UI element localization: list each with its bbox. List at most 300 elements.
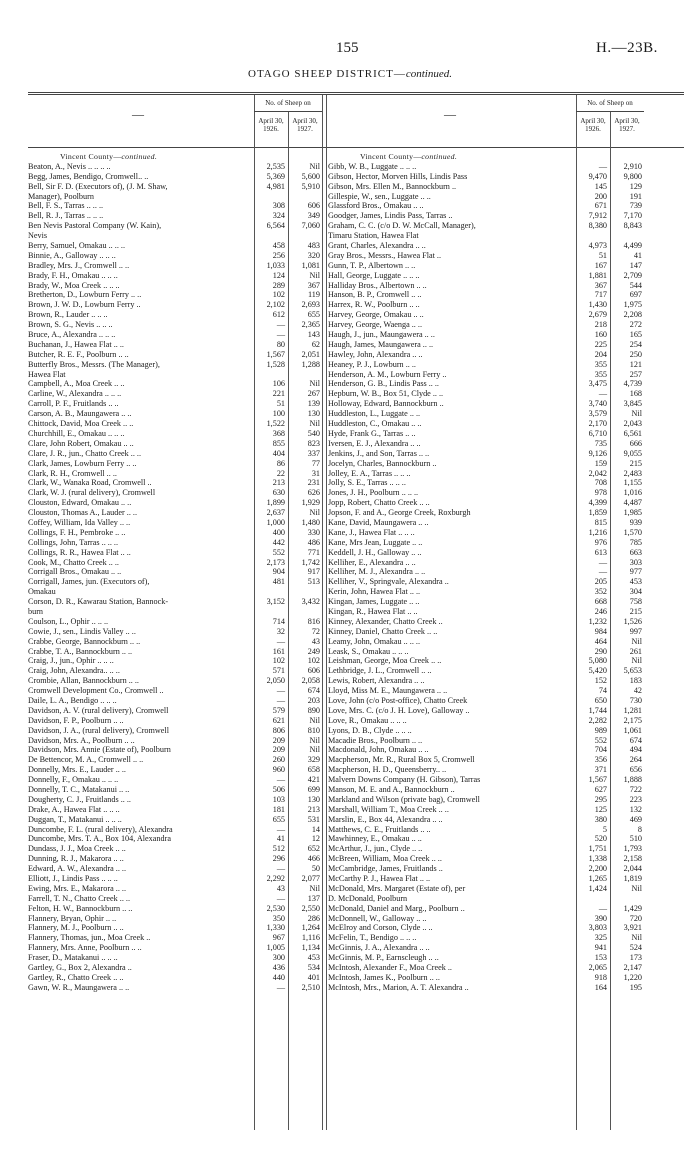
sheep-1927: 510	[629, 834, 642, 844]
sheep-1927: 1,793	[623, 844, 642, 854]
table-row	[28, 469, 322, 479]
holder-name: Lethbridge, J. L., Cromwell .. ..	[328, 666, 432, 676]
sheep-1927: 213	[307, 804, 320, 814]
table-row	[328, 271, 644, 281]
table-row	[328, 785, 644, 795]
table-row	[28, 666, 322, 676]
sheep-1927: 132	[629, 804, 642, 814]
sheep-1927: 534	[307, 963, 320, 973]
sheep-1927: 401	[307, 972, 320, 982]
section-heading	[28, 152, 322, 162]
sheep-1926: 22	[276, 468, 285, 478]
holder-name: Kelliher, V., Springvale, Alexandra ..	[328, 577, 449, 587]
table-row	[28, 656, 322, 666]
sheep-1927: 130	[307, 409, 320, 419]
table-row	[28, 221, 322, 231]
holder-name: Davidson, Mrs. A., Poolburn .. ..	[28, 735, 135, 745]
sheep-1927: Nil	[631, 883, 642, 893]
holder-name: Hepburn, W. B., Box 51, Clyde .. ..	[328, 389, 444, 399]
table-row	[328, 281, 644, 291]
table-row	[28, 360, 322, 370]
table-row	[28, 182, 322, 192]
sheep-1927: Nil	[309, 270, 320, 280]
sheep-1926: 74	[598, 686, 607, 696]
holder-name: Dougherty, C. J., Fruitlands .. ..	[28, 794, 131, 804]
holder-name: Fraser, D., Matakanui .. .. ..	[28, 953, 118, 963]
sheep-1926: 1,216	[588, 527, 607, 537]
table-row	[28, 894, 322, 904]
sheep-1926: 5	[602, 824, 607, 834]
sheep-1926: 2,050	[266, 676, 285, 686]
sheep-1926: 621	[272, 715, 285, 725]
table-row	[28, 953, 322, 963]
holder-name: Gray Bros., Messrs., Hawea Flat ..	[328, 250, 442, 260]
sheep-1926: 51	[276, 399, 285, 409]
holder-name: Marshall, William T., Moa Creek .. ..	[328, 804, 449, 814]
table-row	[28, 389, 322, 399]
sheep-1926: 552	[594, 735, 607, 745]
col-1926-header: April 30, 1926.	[258, 117, 284, 133]
table-row	[328, 538, 644, 548]
sheep-1926: 1,265	[588, 874, 607, 884]
sheep-1926: 2,679	[588, 310, 607, 320]
table-row	[328, 755, 644, 765]
holder-name: Ben Nevis Pastoral Company (W. Kain),	[28, 221, 162, 231]
holder-name: Clark, W., Wanaka Road, Cromwell ..	[28, 478, 152, 488]
holder-name: Holloway, Edward, Bannockburn ..	[328, 399, 444, 409]
sheep-1926: 2,535	[266, 161, 285, 171]
sheep-1926: 295	[594, 794, 607, 804]
holder-name: Clare, J. R., jun., Chatto Creek .. ..	[28, 448, 142, 458]
holder-name: Kelliher, M. J., Alexandra .. ..	[328, 567, 426, 577]
sheep-1927: 544	[629, 280, 642, 290]
table-row	[28, 597, 322, 607]
right-column	[328, 152, 644, 993]
sheep-1926: 221	[272, 389, 285, 399]
table-row	[28, 340, 322, 350]
sheep-1927: 165	[629, 330, 642, 340]
table-row	[28, 805, 322, 815]
sheep-1927: 785	[629, 537, 642, 547]
holder-name: Omakau	[28, 587, 56, 597]
sheep-1927: 2,147	[623, 963, 642, 973]
sheep-1926: 904	[272, 567, 285, 577]
sheep-1926: 440	[272, 972, 285, 982]
sheep-1926: 2,200	[588, 864, 607, 874]
document-code: H.—23B.	[596, 40, 658, 56]
table-row	[328, 706, 644, 716]
table-row	[328, 943, 644, 953]
table-row	[328, 914, 644, 924]
table-row	[28, 963, 322, 973]
holder-name: burn	[28, 606, 44, 616]
title-main: OTAGO SHEEP DISTRICT—	[248, 68, 406, 80]
table-row	[28, 251, 322, 261]
table-row	[28, 558, 322, 568]
table-row	[328, 647, 644, 657]
holder-name: Clark, R. H., Cromwell .. ..	[28, 468, 117, 478]
sheep-1927: 1,288	[301, 359, 320, 369]
sheep-1926: 989	[594, 725, 607, 735]
holder-name: Haugh, J., jun., Maungawera .. ..	[328, 330, 435, 340]
table-row	[328, 617, 644, 627]
holder-name: Clouston, Edward, Omakau .. ..	[28, 498, 132, 508]
sheep-1927: 3,921	[623, 923, 642, 933]
sheep-1926: 100	[272, 409, 285, 419]
sheep-1927: 303	[629, 557, 642, 567]
holder-name: Haugh, James, Maungawera .. ..	[328, 339, 434, 349]
sheep-1927: 183	[629, 676, 642, 686]
column-rule	[322, 95, 323, 1130]
holder-name: McIntosh, Alexander F., Moa Creek ..	[328, 963, 452, 973]
sheep-1926: —	[598, 389, 607, 399]
holder-name: McGinnis, M. P., Earnscleugh .. ..	[328, 953, 439, 963]
sheep-1927: 823	[307, 438, 320, 448]
holder-name: Lewis, Robert, Alexandra .. ..	[328, 676, 425, 686]
sheep-1926: 1,859	[588, 508, 607, 518]
sheep-1926: 6,710	[588, 428, 607, 438]
table-row	[28, 320, 322, 330]
table-row	[28, 271, 322, 281]
sheep-1927: 329	[307, 755, 320, 765]
holder-name: Gunn, T. P., Albertown .. ..	[328, 260, 416, 270]
sheep-1926: 552	[272, 547, 285, 557]
table-row	[28, 231, 322, 241]
table-row	[328, 844, 644, 854]
sheep-1926: 1,424	[588, 883, 607, 893]
sheep-1927: 890	[307, 705, 320, 715]
sheep-1927: 320	[307, 250, 320, 260]
holder-name: Jopp, Robert, Chatto Creek .. ..	[328, 498, 430, 508]
table-row	[328, 973, 644, 983]
holder-name: Bell, Sir F. D. (Executors of), (J. M. Shaw,	[28, 181, 168, 191]
sheep-1927: 2,043	[623, 419, 642, 429]
sheep-1926: 4,981	[266, 181, 285, 191]
table-row	[28, 686, 322, 696]
sheep-1926: 4,399	[588, 498, 607, 508]
sheep-1926: 355	[594, 359, 607, 369]
sheep-1926: 506	[272, 785, 285, 794]
table-row	[328, 627, 644, 637]
sheep-1926: 3,475	[588, 379, 607, 389]
holder-name: Iversen, E. J., Alexandra .. ..	[328, 438, 421, 448]
sheep-1927: 2,709	[623, 270, 642, 280]
sheep-1927: 674	[307, 686, 320, 696]
sheep-1927: 62	[311, 339, 320, 349]
sheep-1927: Nil	[309, 735, 320, 745]
sheep-1926: —	[276, 864, 285, 874]
sheep-1926: —	[276, 775, 285, 785]
holder-name: Corson, D. R., Kawarau Station, Bannock-	[28, 597, 169, 607]
table-row	[28, 370, 322, 380]
sheep-1927: 655	[307, 310, 320, 320]
holder-name: Hawley, John, Alexandra .. ..	[328, 349, 423, 359]
holder-name: Glassford Bros., Omakau .. ..	[328, 201, 424, 211]
sheep-1926: 2,102	[266, 300, 285, 310]
sheep-1927: 4,487	[623, 498, 642, 508]
table-row	[28, 241, 322, 251]
sheep-1926: 225	[594, 339, 607, 349]
sheep-1926: 209	[272, 745, 285, 755]
sheep-1927: 349	[307, 211, 320, 221]
holder-name: Gibson, Mrs. Ellen M., Bannockburn ..	[328, 181, 457, 191]
table-row	[28, 765, 322, 775]
holder-name: Kingan, R., Hawea Flat .. ..	[328, 606, 418, 616]
sheep-1926: 246	[594, 606, 607, 616]
sheep-1927: 722	[629, 785, 642, 794]
holder-name: Craig, John, Alexandra.. .. ..	[28, 666, 120, 676]
sheep-1926: 2,065	[588, 963, 607, 973]
sheep-1927: 1,061	[623, 725, 642, 735]
sheep-1927: 121	[629, 359, 642, 369]
holder-name: Collings, R. R., Hawea Flat .. ..	[28, 547, 131, 557]
sheep-1926: 1,881	[588, 270, 607, 280]
col-1927-header: April 30, 1927.	[292, 117, 318, 133]
section-title: Vincent County—	[60, 152, 122, 161]
sheep-1926: 442	[272, 537, 285, 547]
sheep-1926: 3,152	[266, 597, 285, 607]
table-row	[28, 281, 322, 291]
holder-name: McGinnis, J. A., Alexandra .. ..	[328, 943, 430, 953]
table-row	[28, 775, 322, 785]
sheep-1927: 469	[629, 814, 642, 824]
sheep-1926: 325	[594, 933, 607, 943]
sheep-1926: 41	[276, 834, 285, 844]
holder-name: Butterfly Bros., Messrs. (The Manager),	[28, 359, 160, 369]
sheep-1926: 125	[594, 804, 607, 814]
sheep-1927: 9,055	[623, 448, 642, 458]
sheep-1927: 494	[629, 745, 642, 755]
sheep-1926: 512	[272, 844, 285, 854]
holder-name: Gibson, Hector, Morven Hills, Lindis Pass	[328, 171, 468, 181]
sheep-1927: 486	[307, 537, 320, 547]
sheep-1927: 215	[629, 606, 642, 616]
holder-name: Henderson, G. B., Lindis Pass .. ..	[328, 379, 439, 389]
sheep-1927: 720	[629, 913, 642, 923]
table-row	[28, 211, 322, 221]
sheep-1926: 43	[276, 883, 285, 893]
sheep-1926: 1,567	[266, 349, 285, 359]
sheep-1927: 4,499	[623, 241, 642, 251]
sheep-1926: —	[598, 567, 607, 577]
sheep-1926: 579	[272, 705, 285, 715]
table-row	[28, 439, 322, 449]
holder-name: McCarthy P. J., Hawea Flat .. ..	[328, 874, 431, 884]
sheep-1926: 708	[594, 478, 607, 488]
table-row	[328, 884, 644, 894]
sheep-1927: 257	[629, 369, 642, 379]
sheep-1927: 9,800	[623, 171, 642, 181]
sheep-1927: 130	[307, 794, 320, 804]
holder-name: Jolly, S. E., Tarras .. .. ..	[328, 478, 406, 488]
table-row	[328, 518, 644, 528]
sheep-1926: 978	[594, 488, 607, 498]
table-row	[28, 844, 322, 854]
sheep-1926: 2,530	[266, 903, 285, 913]
page-number: 155	[336, 40, 359, 56]
holder-name: Jenkins, J., and Son, Tarras .. ..	[328, 448, 430, 458]
sheep-1927: 8,843	[623, 221, 642, 231]
table-row	[28, 706, 322, 716]
sheep-1927: 697	[629, 290, 642, 300]
sheep-1927: Nil	[309, 379, 320, 389]
sheep-1926: 164	[594, 982, 607, 992]
table-row	[28, 933, 322, 943]
sheep-1926: 613	[594, 547, 607, 557]
holder-name: Dunning, R. J., Makarora .. ..	[28, 854, 124, 864]
holder-name: Jones, J. H., Poolburn .. .. ..	[328, 488, 419, 498]
sheep-1927: 286	[307, 913, 320, 923]
sheep-1927: 77	[311, 458, 320, 468]
sheep-1926: 1,033	[266, 260, 285, 270]
holder-name: Duncombe, Mrs. T. A., Box 104, Alexandra	[28, 834, 171, 844]
holder-name: Huddleston, C., Omakau .. ..	[328, 419, 422, 429]
sheep-1927: Nil	[309, 508, 320, 518]
table-row	[328, 449, 644, 459]
table-row	[28, 627, 322, 637]
table-row	[328, 577, 644, 587]
sheep-1927: 173	[629, 953, 642, 963]
holder-name: Davidson, J. A., (rural delivery), Cromwell	[28, 725, 169, 735]
sheep-1926: 464	[594, 636, 607, 646]
column-rule	[326, 95, 327, 1130]
sheep-1927: 531	[307, 814, 320, 824]
table-row	[328, 983, 644, 993]
holder-name: McIntosh, James K., Poolburn .. ..	[328, 972, 440, 982]
sheep-1927: 540	[307, 428, 320, 438]
holder-name: Gartley, G., Box 2, Alexandra ..	[28, 963, 132, 973]
sheep-1926: 356	[594, 755, 607, 765]
holder-name: Kane, Mrs Jean, Luggate .. ..	[328, 537, 423, 547]
holder-name: Manager), Poolburn	[28, 191, 94, 201]
table-row	[328, 716, 644, 726]
table-top-rule	[28, 92, 684, 95]
table-row	[328, 686, 644, 696]
table-row	[28, 607, 322, 617]
table-row	[328, 933, 644, 943]
table-row	[328, 558, 644, 568]
holder-name: Dundass, J. J., Moa Creek .. ..	[28, 844, 126, 854]
sheep-1926: —	[276, 982, 285, 992]
sheep-1926: 2,173	[266, 557, 285, 567]
sheep-1926: 4,973	[588, 241, 607, 251]
holder-name: Hawea Flat	[28, 369, 66, 379]
table-row	[328, 528, 644, 538]
sheep-1927: 663	[629, 547, 642, 557]
sheep-1926: 308	[272, 201, 285, 211]
sheep-1926: 390	[594, 913, 607, 923]
sheep-1926: 350	[272, 913, 285, 923]
sheep-1927: 304	[629, 587, 642, 597]
holder-name: Brown, J. W. D., Lowburn Ferry ..	[28, 300, 141, 310]
sheep-1927: 139	[307, 399, 320, 409]
title-continued: continued.	[405, 68, 452, 80]
holder-name: Harrex, R. W., Poolburn .. ..	[328, 300, 420, 310]
sheep-1926: 655	[272, 814, 285, 824]
sheep-1926: 735	[594, 438, 607, 448]
holder-name: Crabbe, T. A., Bannockburn .. ..	[28, 646, 133, 656]
table-row	[328, 656, 644, 666]
sheep-1927: 816	[307, 616, 320, 626]
sheep-1927: 524	[629, 943, 642, 953]
table-row	[28, 508, 322, 518]
sheep-1926: 2,637	[266, 508, 285, 518]
table-row	[328, 399, 644, 409]
sheep-1927: 3,432	[301, 597, 320, 607]
sheep-1926: 5,080	[588, 656, 607, 666]
table-row	[328, 498, 644, 508]
sheep-1927: 483	[307, 241, 320, 251]
holder-name: Bretherton, D., Lowburn Ferry .. ..	[28, 290, 142, 300]
table-row	[328, 251, 644, 261]
sheep-1927: 31	[311, 468, 320, 478]
holder-name: Bell, R. J., Tarras .. .. ..	[28, 211, 104, 221]
sheep-1927: Nil	[309, 745, 320, 755]
sheep-1927: 137	[307, 893, 320, 903]
sheep-1927: 2,058	[301, 676, 320, 686]
sheep-1926: 918	[594, 972, 607, 982]
sheep-1927: 41	[633, 250, 642, 260]
holder-name: De Bettencor, M. A., Cromwell .. ..	[28, 755, 144, 765]
sheep-1926: 159	[594, 458, 607, 468]
table-row	[328, 310, 644, 320]
holder-name: Jolley, E. A., Tarras .. .. ..	[328, 468, 411, 478]
sheep-1927: 5,910	[301, 181, 320, 191]
holder-name: Huddleston, L., Luggate .. ..	[328, 409, 421, 419]
table-row	[328, 182, 644, 192]
section-heading	[328, 152, 644, 162]
sheep-1926: 213	[272, 478, 285, 488]
sheep-1927: 119	[308, 290, 320, 300]
sheep-1927: 50	[311, 864, 320, 874]
holder-name: Brown, S. G., Nevis .. .. ..	[28, 320, 113, 330]
table-row	[328, 676, 644, 686]
sheep-1926: 967	[272, 933, 285, 943]
table-row	[28, 518, 322, 528]
sheep-1927: Nil	[631, 409, 642, 419]
sheep-1926: 400	[272, 527, 285, 537]
holder-name: Hall, George, Luggate .. .. ..	[328, 270, 420, 280]
sheep-1926: 5,369	[266, 171, 285, 181]
table-row	[328, 745, 644, 755]
table-row	[28, 192, 322, 202]
sheep-1926: 960	[272, 765, 285, 775]
sheep-1927: 195	[629, 982, 642, 992]
sheep-1926: —	[276, 330, 285, 340]
sheep-1927: 758	[629, 597, 642, 607]
sheep-1927: 606	[307, 666, 320, 676]
holder-name: McArthur, J., jun., Clyde .. ..	[328, 844, 423, 854]
table-row	[328, 637, 644, 647]
sheep-1927: 997	[629, 626, 642, 636]
sheep-1927: Nil	[309, 715, 320, 725]
sheep-1926: 3,803	[588, 923, 607, 933]
sheep-1926: 630	[272, 488, 285, 498]
sheep-1927: 1,526	[623, 616, 642, 626]
table-row	[28, 429, 322, 439]
table-row	[28, 538, 322, 548]
table-row	[328, 221, 644, 231]
table-row	[28, 884, 322, 894]
sheep-1926: 103	[272, 794, 285, 804]
sheep-1926: 855	[272, 438, 285, 448]
holder-name: Love, John (c/o Post-office), Chatto Creek	[328, 695, 468, 705]
table-row	[28, 379, 322, 389]
sheep-1926: 571	[272, 666, 285, 676]
sheep-1926: 367	[594, 280, 607, 290]
sheep-1926: 256	[272, 250, 285, 260]
table-row	[328, 162, 644, 172]
